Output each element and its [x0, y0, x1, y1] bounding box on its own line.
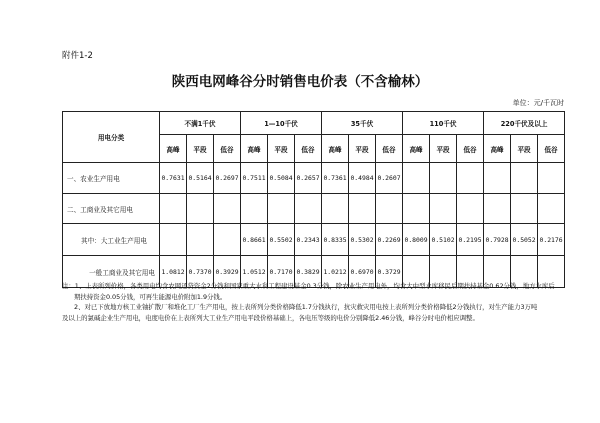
price-cell: 0.5302	[349, 224, 376, 256]
price-cell: 0.5052	[511, 224, 538, 256]
price-cell	[484, 194, 511, 224]
period-header: 低谷	[376, 135, 403, 163]
note-line: 注：1、上表所列价格，各类用电均含农网还贷资金2分钱和国家重大水利工程建设基金0.3分钱，除农业生产用电外，均含大中型水库移民后期扶持基金0.62分钱，地方水库后	[62, 282, 555, 290]
price-cell: 0.3929	[214, 256, 241, 288]
price-cell: 0.5102	[430, 224, 457, 256]
period-header: 高峰	[322, 135, 349, 163]
price-cell: 0.5502	[268, 224, 295, 256]
annex-label: 附件1-2	[62, 51, 93, 61]
period-header: 高峰	[160, 135, 187, 163]
price-cell	[538, 163, 565, 194]
category-header: 用电分类	[63, 112, 160, 163]
price-cell	[376, 194, 403, 224]
price-cell: 0.2607	[376, 163, 403, 194]
period-header: 低谷	[538, 135, 565, 163]
period-header: 高峰	[484, 135, 511, 163]
price-cell	[457, 194, 484, 224]
period-header: 低谷	[295, 135, 322, 163]
price-cell: 0.2269	[376, 224, 403, 256]
price-cell: 0.3829	[295, 256, 322, 288]
price-cell	[511, 163, 538, 194]
voltage-group-header: 220千伏及以上	[484, 112, 565, 135]
period-header: 低谷	[457, 135, 484, 163]
price-cell	[349, 194, 376, 224]
price-cell	[322, 194, 349, 224]
price-cell: 0.5084	[268, 163, 295, 194]
price-cell: 0.6970	[349, 256, 376, 288]
price-cell	[430, 163, 457, 194]
note-line: 期扶持资金0.05分钱，可再生能源电价附加1.9分钱。	[74, 292, 227, 301]
table-row	[63, 224, 565, 256]
price-cell: 0.8009	[403, 224, 430, 256]
price-cell: 1.0212	[322, 256, 349, 288]
period-header: 平段	[511, 135, 538, 163]
price-cell	[241, 194, 268, 224]
price-cell: 0.7631	[160, 163, 187, 194]
period-header: 平段	[268, 135, 295, 163]
price-cell	[160, 224, 187, 256]
period-header: 低谷	[214, 135, 241, 163]
price-cell: 0.7170	[268, 256, 295, 288]
price-cell: 0.8661	[241, 224, 268, 256]
price-cell: 0.7928	[484, 224, 511, 256]
voltage-group-header: 1—10千伏	[241, 112, 322, 135]
price-cell: 0.7370	[187, 256, 214, 288]
price-cell: 0.4984	[349, 163, 376, 194]
price-cell	[187, 224, 214, 256]
price-cell	[484, 163, 511, 194]
price-cell: 0.2697	[214, 163, 241, 194]
document-title: 陕西电网峰谷分时销售电价表（不含榆林）	[171, 74, 429, 90]
row-label: 一、农业生产用电	[63, 163, 160, 194]
price-cell: 0.3729	[376, 256, 403, 288]
period-header: 平段	[430, 135, 457, 163]
voltage-group-header: 110千伏	[403, 112, 484, 135]
period-header: 平段	[187, 135, 214, 163]
price-cell: 0.7361	[322, 163, 349, 194]
period-header: 高峰	[403, 135, 430, 163]
period-header: 平段	[349, 135, 376, 163]
price-cell	[187, 194, 214, 224]
table-row	[63, 163, 565, 194]
price-cell	[403, 163, 430, 194]
row-label: 二、工商业及其它用电	[63, 194, 160, 224]
voltage-group-header: 35千伏	[322, 112, 403, 135]
price-cell: 0.2657	[295, 163, 322, 194]
price-cell	[403, 194, 430, 224]
unit-label: 单位：元/千瓦时	[512, 99, 564, 107]
notes-section	[62, 281, 567, 323]
price-cell	[511, 194, 538, 224]
price-cell	[430, 194, 457, 224]
price-cell: 0.2195	[457, 224, 484, 256]
row-label: 其中：大工业生产用电	[63, 224, 160, 256]
note-line: 2、对已下放地方核工业铀扩散厂和堆化工厂生产用电，按上表所列分类价格降低1.7分钱执行，抗灾救灾用电按上表所列分类价格降低2分钱执行，对生产能力3万吨	[74, 303, 538, 311]
note-line: 及以上的氯碱企业生产用电，电度电价在上表所列大工业生产用电平段价格基础上，各电压等级的电价分别降低2.46分钱，峰谷分时电价相应调整。	[62, 313, 479, 322]
price-cell: 0.2176	[538, 224, 565, 256]
price-cell: 0.2343	[295, 224, 322, 256]
price-cell: 1.0512	[241, 256, 268, 288]
period-header: 高峰	[241, 135, 268, 163]
price-cell	[214, 224, 241, 256]
table-row	[63, 194, 565, 224]
voltage-group-header: 不满1千伏	[160, 112, 241, 135]
price-cell	[457, 163, 484, 194]
price-cell	[538, 194, 565, 224]
price-cell: 0.8335	[322, 224, 349, 256]
price-cell: 0.5164	[187, 163, 214, 194]
price-cell	[295, 194, 322, 224]
price-cell: 0.7511	[241, 163, 268, 194]
price-cell	[268, 194, 295, 224]
price-cell	[160, 194, 187, 224]
price-table	[62, 111, 565, 288]
price-table-body	[63, 163, 565, 288]
price-cell	[214, 194, 241, 224]
row-label: 一般工商业及其它用电	[63, 256, 160, 288]
price-cell: 1.0812	[160, 256, 187, 288]
